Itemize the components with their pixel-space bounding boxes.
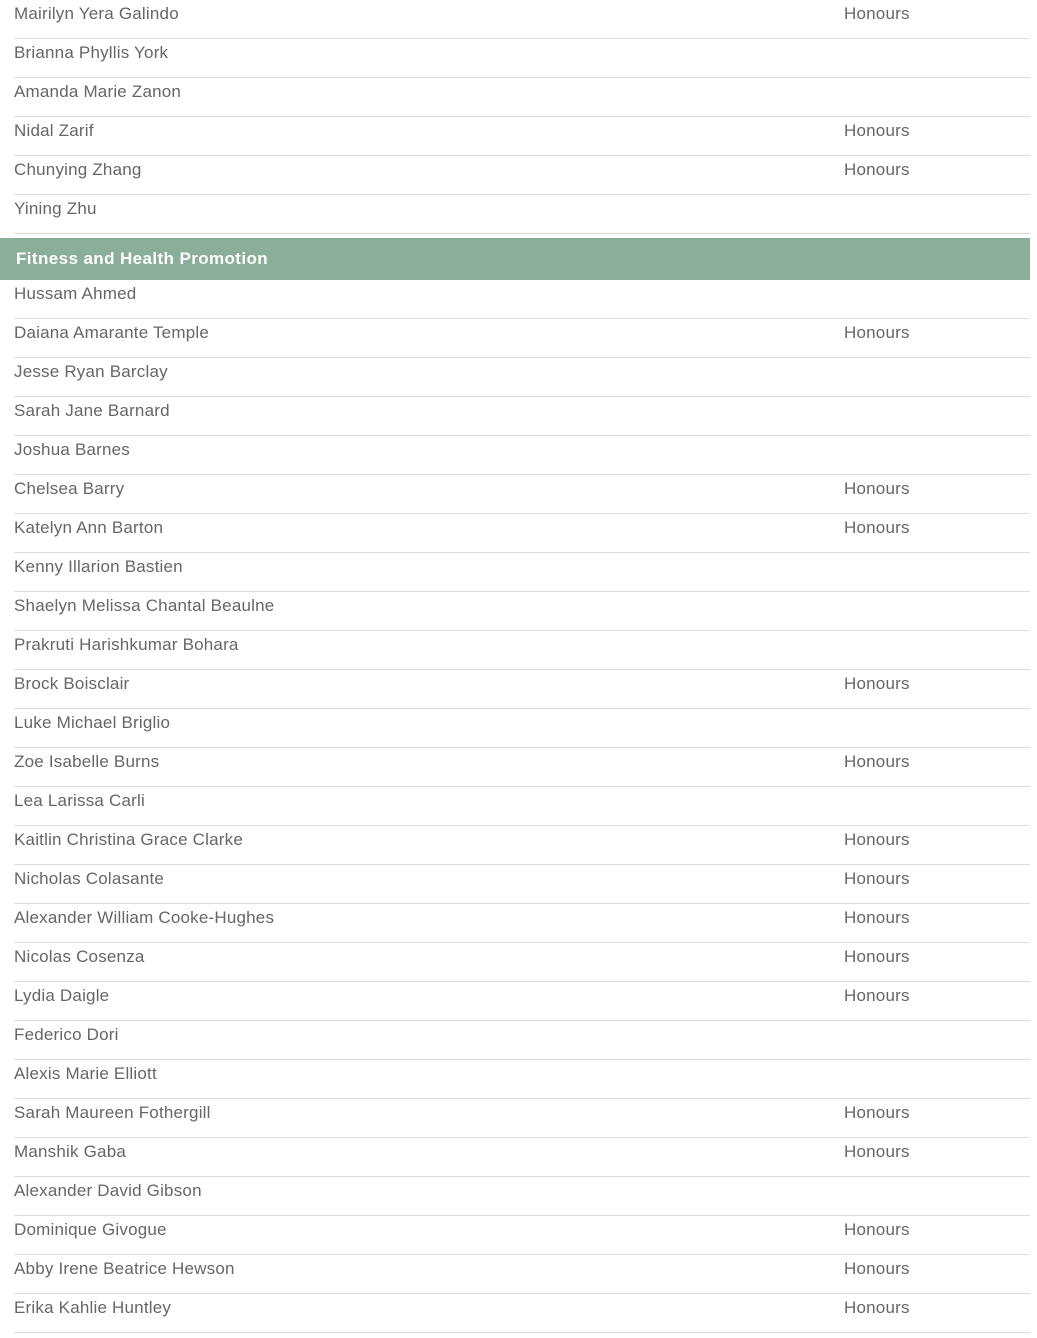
table-row — [14, 748, 1030, 787]
table-row — [14, 117, 1030, 156]
honours-status: Honours — [844, 947, 910, 966]
table-row — [14, 475, 1030, 514]
section-header — [0, 238, 1030, 280]
table-row — [14, 787, 1030, 826]
table-row — [14, 1138, 1030, 1177]
honours-status: Honours — [844, 1259, 910, 1278]
table-row — [14, 514, 1030, 553]
graduate-name: Alexander William Cooke-Hughes — [14, 908, 275, 927]
graduate-name: Yining Zhu — [14, 199, 97, 218]
table-row — [14, 280, 1030, 319]
graduate-name: Sarah Jane Barnard — [14, 401, 170, 420]
table-row — [14, 709, 1030, 748]
graduate-name: Lydia Daigle — [14, 986, 110, 1005]
honours-status: Honours — [844, 908, 910, 927]
honours-status: Honours — [844, 479, 910, 498]
honours-status: Honours — [844, 986, 910, 1005]
table-row — [14, 1294, 1030, 1333]
table-row — [14, 943, 1030, 982]
graduate-name: Chelsea Barry — [14, 479, 125, 498]
table-row — [14, 904, 1030, 943]
table-row — [14, 592, 1030, 631]
table-row — [14, 195, 1030, 234]
graduate-name: Zoe Isabelle Burns — [14, 752, 160, 771]
honours-status: Honours — [844, 752, 910, 771]
table-row — [14, 1216, 1030, 1255]
graduate-name: Brianna Phyllis York — [14, 43, 169, 62]
honours-status: Honours — [844, 323, 910, 342]
graduate-name: Nidal Zarif — [14, 121, 94, 140]
table-row — [14, 670, 1030, 709]
graduate-name: Katelyn Ann Barton — [14, 518, 164, 537]
graduate-name: Hussam Ahmed — [14, 284, 137, 303]
graduate-name: Nicholas Colasante — [14, 869, 165, 888]
table-row — [14, 436, 1030, 475]
table-row — [14, 78, 1030, 117]
table-row — [14, 1021, 1030, 1060]
graduate-name: Alexis Marie Elliott — [14, 1064, 157, 1083]
honours-status: Honours — [844, 4, 910, 23]
table-row — [14, 1177, 1030, 1216]
table-row — [14, 156, 1030, 195]
table-row — [14, 982, 1030, 1021]
graduate-name: Daiana Amarante Temple — [14, 323, 209, 342]
graduate-name: Nicolas Cosenza — [14, 947, 145, 966]
graduate-name: Erika Kahlie Huntley — [14, 1298, 172, 1317]
graduate-name: Amanda Marie Zanon — [14, 82, 182, 101]
table-row — [14, 397, 1030, 436]
table-row — [14, 358, 1030, 397]
table-row — [14, 319, 1030, 358]
graduate-name: Dominique Givogue — [14, 1220, 167, 1239]
honours-status: Honours — [844, 674, 910, 693]
table-row — [14, 1099, 1030, 1138]
graduate-name: Lea Larissa Carli — [14, 791, 145, 810]
honours-status: Honours — [844, 1142, 910, 1161]
graduate-name: Joshua Barnes — [14, 440, 131, 459]
graduate-name: Jesse Ryan Barclay — [14, 362, 168, 381]
honours-status: Honours — [844, 518, 910, 537]
graduate-name: Sarah Maureen Fothergill — [14, 1103, 211, 1122]
table-row — [14, 1060, 1030, 1099]
honours-status: Honours — [844, 830, 910, 849]
honours-status: Honours — [844, 869, 910, 888]
graduate-name: Kaitlin Christina Grace Clarke — [14, 830, 243, 849]
section-title: Fitness and Health Promotion — [16, 249, 269, 268]
honours-status: Honours — [844, 160, 910, 179]
honours-status: Honours — [844, 1103, 910, 1122]
graduate-name: Alexander David Gibson — [14, 1181, 202, 1200]
table-row — [14, 553, 1030, 592]
graduate-name: Brock Boisclair — [14, 674, 130, 693]
graduate-name: Federico Dori — [14, 1025, 119, 1044]
graduate-name: Kenny Illarion Bastien — [14, 557, 183, 576]
honours-status: Honours — [844, 1220, 910, 1239]
graduate-name: Shaelyn Melissa Chantal Beaulne — [14, 596, 275, 615]
graduate-name: Prakruti Harishkumar Bohara — [14, 635, 239, 654]
table-row — [14, 1255, 1030, 1294]
table-row — [14, 865, 1030, 904]
graduate-name: Abby Irene Beatrice Hewson — [14, 1259, 235, 1278]
table-row — [14, 631, 1030, 670]
table-row — [14, 39, 1030, 78]
graduate-name: Mairilyn Yera Galindo — [14, 4, 179, 23]
graduate-name: Manshik Gaba — [14, 1142, 127, 1161]
graduate-name: Luke Michael Briglio — [14, 713, 171, 732]
honours-status: Honours — [844, 1298, 910, 1317]
graduate-name: Chunying Zhang — [14, 160, 142, 179]
honours-status: Honours — [844, 121, 910, 140]
table-row — [14, 826, 1030, 865]
table-row — [14, 0, 1030, 39]
